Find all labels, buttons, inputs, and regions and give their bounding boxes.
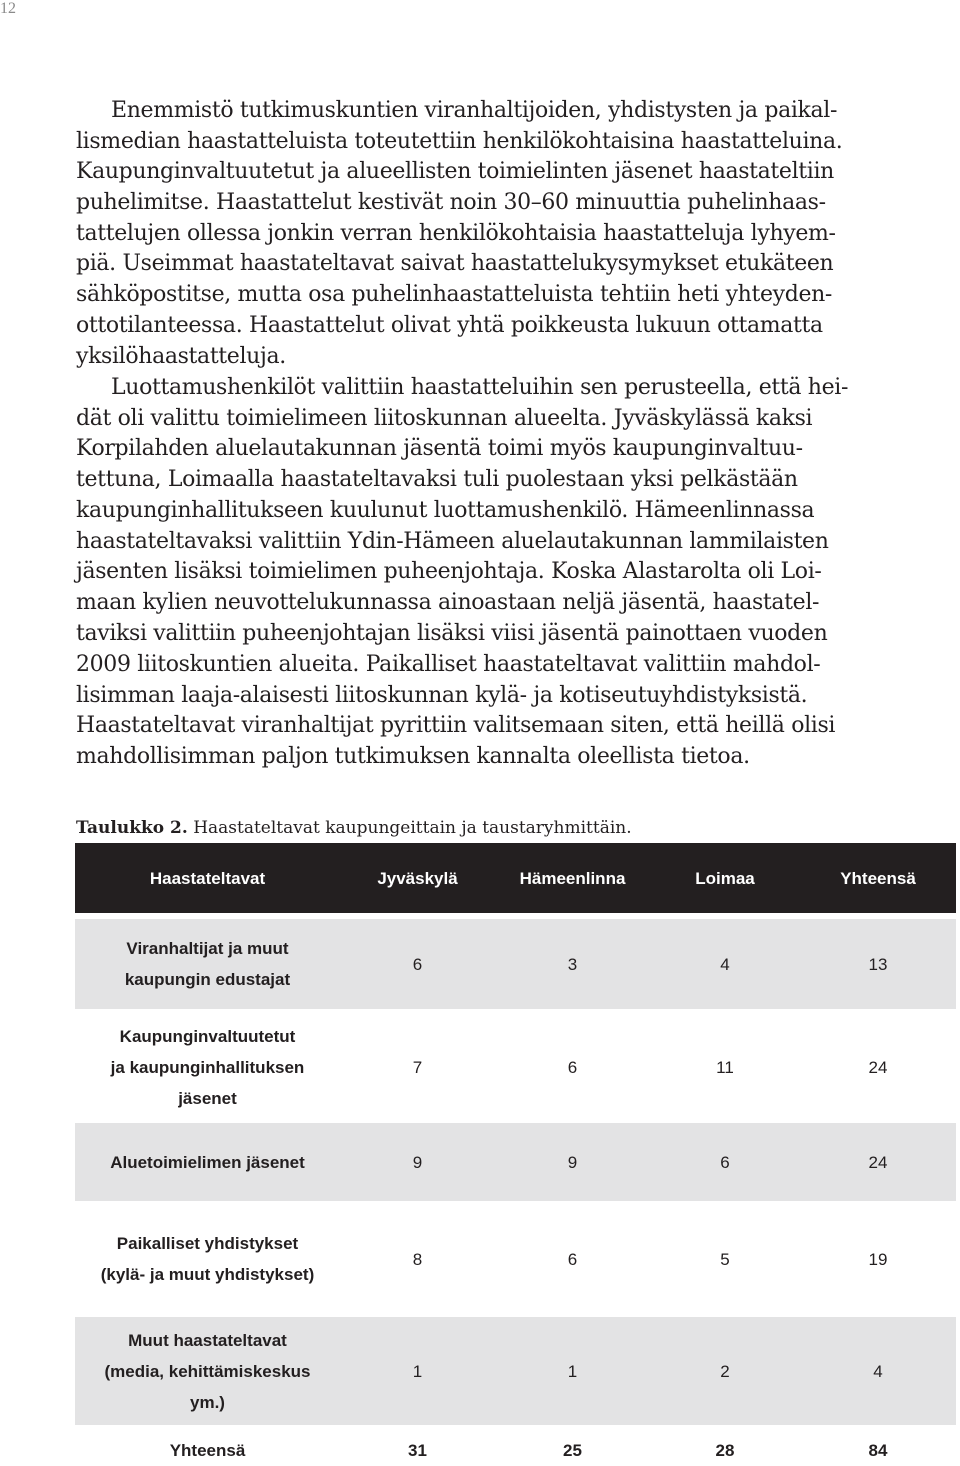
table-row (75, 1123, 956, 1201)
table-cell: 9 (412, 1152, 423, 1172)
table-header-cell: Hämeenlinna (519, 868, 626, 888)
body-text-line: tettuna, Loimaalla haastateltavaksi tuli puolestaan yksi pelkästään (76, 467, 798, 492)
table-cell: 31 (408, 1440, 427, 1460)
body-text-line: ottotilanteessa. Haastattelut olivat yhtä poikkeusta lukuun ottamatta (76, 313, 823, 338)
table-row-label (75, 933, 340, 995)
body-text-line: piä. Useimmat haastateltavat saivat haastattelukysymykset etukäteen (76, 251, 834, 276)
table-row-label-line: Viranhaltijat ja muut (126, 939, 289, 958)
table-cell: 3 (567, 954, 578, 974)
body-text-line: kaupunginhallitukseen kuulunut luottamushenkilö. Hämeenlinnassa (76, 498, 815, 523)
body-text-line: 2009 liitoskuntien alueita. Paikalliset haastateltavat valittiin mahdol- (76, 652, 821, 677)
body-text-line: jäsenten lisäksi toimielimen puheenjohtaja. Koska Alastarolta oli Loi- (76, 559, 822, 584)
table-cell: 1 (567, 1361, 578, 1381)
table-cell: 13 (868, 954, 888, 974)
table-row-label-line: ja kaupunginhallituksen (110, 1057, 305, 1077)
table-row-label-line: Yhteensä (169, 1440, 246, 1460)
body-text-line: dät oli valittu toimielimeen liitoskunnan alueelta. Jyväskylässä kaksi (76, 406, 813, 431)
table-cell: 6 (567, 1249, 578, 1269)
table-row-label-line: Kaupunginvaltuutetut (119, 1026, 296, 1046)
table-row-label-line: jäsenet (178, 1088, 237, 1108)
table-row-label-line: (media, kehittämiskeskus (104, 1361, 311, 1381)
table-header-row (75, 843, 956, 913)
body-text-line: Korpilahden aluelautakunnan jäsentä toimi myös kaupunginvaltuu- (76, 436, 803, 461)
page-number: 12 (0, 0, 16, 17)
body-text-line: tattelujen ollessa jonkin verran henkilökohtaisia haastatteluja lyhyem- (76, 221, 836, 246)
table-row (75, 1317, 956, 1425)
table-cell: 19 (868, 1249, 888, 1269)
table-total-row (75, 1435, 956, 1465)
body-text-line: Luottamushenkilöt valittiin haastatteluihin sen perusteella, että hei- (111, 375, 849, 400)
body-text-line: taviksi valittiin puheenjohtajan lisäksi viisi jäsentä painottaen vuoden (76, 621, 828, 646)
table-row (75, 919, 956, 1009)
table-cell: 6 (412, 954, 423, 974)
table-row-label (75, 1147, 340, 1178)
table-cell: 24 (868, 1152, 888, 1172)
table-row-label-line: ym.) (190, 1392, 225, 1412)
body-text-line: lismedian haastatteluista toteutettiin henkilökohtaisina haastatteluina. (76, 129, 843, 154)
table-caption-label: Taulukko 2. (76, 818, 188, 838)
body-text-line: Kaupunginvaltuutetut ja alueellisten toimielinten jäsenet haastateltiin (76, 159, 834, 184)
table-cell: 5 (720, 1249, 730, 1269)
body-text-line: lisimman laaja-alaisesti liitoskunnan kylä- ja kotiseutuyhdistyksistä. (76, 683, 808, 708)
table-cell: 24 (868, 1057, 888, 1077)
table-cell: 8 (412, 1249, 423, 1269)
table-cell: 4 (873, 1361, 883, 1381)
body-text-line: haastateltavaksi valittiin Ydin-Hämeen aluelautakunnan lammilaisten (76, 529, 829, 554)
table-caption (76, 815, 632, 841)
table-header-cell: Loimaa (695, 868, 755, 888)
table-cell: 7 (412, 1057, 423, 1077)
table-cell: 1 (412, 1361, 423, 1381)
body-text-line: Haastateltavat viranhaltijat pyrittiin valitsemaan siten, että heillä olisi (76, 713, 836, 738)
table-cell: 25 (563, 1440, 582, 1460)
table-row-label-line: Muut haastateltavat (128, 1330, 287, 1350)
body-text-line: Enemmistö tutkimuskuntien viranhaltijoiden, yhdistysten ja paikal- (111, 98, 838, 123)
table-caption-text: Haastateltavat kaupungeittain ja taustaryhmittäin. (193, 818, 632, 838)
body-text-line: yksilöhaastatteluja. (76, 344, 286, 369)
table-row-label-line: (kylä- ja muut yhdistykset) (100, 1265, 315, 1284)
table-cell: 84 (868, 1440, 888, 1460)
body-text-line: mahdollisimman paljon tutkimuksen kannalta oleellista tietoa. (76, 744, 750, 769)
table-row-label-line: Paikalliset yhdistykset (116, 1234, 299, 1253)
table-header-cell: Haastateltavat (149, 868, 266, 888)
table-cell: 28 (715, 1440, 735, 1460)
table-header-cell: Yhteensä (840, 868, 916, 888)
table-row-label (75, 1228, 340, 1290)
table-header-cell: Jyväskylä (377, 868, 458, 888)
table-cell: 4 (720, 954, 730, 974)
table-row-label (75, 1021, 340, 1114)
body-text-line: maan kylien neuvottelukunnassa ainoastaan neljä jäsentä, haastatel- (76, 590, 820, 615)
table-row (75, 1213, 956, 1305)
table-row-label (75, 1435, 340, 1466)
table-cell: 6 (567, 1057, 578, 1077)
table-row (75, 1009, 956, 1125)
body-text-line: puhelimitse. Haastattelut kestivät noin 30–60 minuuttia puhelinhaas- (76, 190, 826, 215)
table-cell: 6 (720, 1152, 730, 1172)
table-row-label-line: Aluetoimielimen jäsenet (110, 1152, 305, 1172)
body-text-line: sähköpostitse, mutta osa puhelinhaastatteluista tehtiin heti yhteyden- (76, 282, 833, 307)
table-cell: 11 (716, 1057, 734, 1077)
table-cell: 2 (720, 1361, 730, 1381)
table-row-label-line: kaupungin edustajat (124, 970, 291, 989)
table-cell: 9 (567, 1152, 578, 1172)
table-row-label (75, 1325, 340, 1418)
